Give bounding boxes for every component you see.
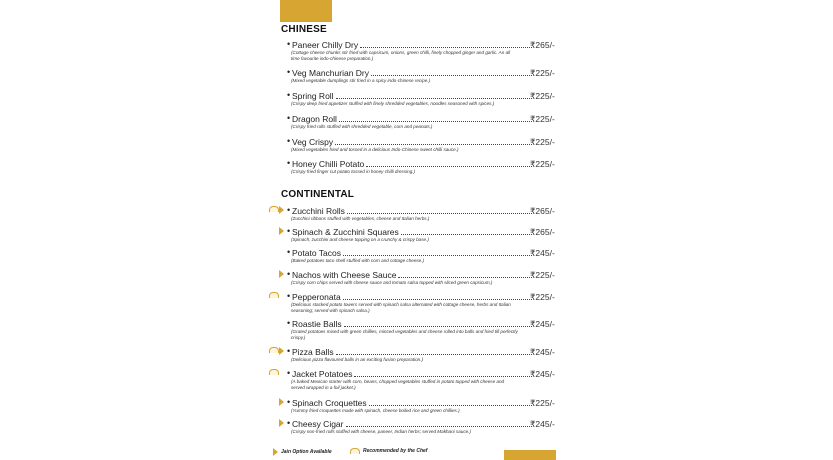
bullet-icon: • (287, 346, 291, 356)
item-name: Veg Manchurian Dry (292, 68, 370, 78)
item-description: (Grated potatoes mixed with green chillies, minced vegetables and cheese rolled into balls and fried till perfectly crispy.) (291, 329, 518, 340)
item-description: (Mixed vegetables fried and tossed in a delicious Indo-Chinese sweet chilli sauce.) (291, 147, 459, 152)
dotted-leader (360, 47, 532, 48)
item-name-row (292, 347, 534, 357)
bullet-icon: • (287, 269, 291, 279)
item-description: (Yummy fried croquettes made with spinach, cheese boiled rice and green chillies.) (291, 408, 460, 413)
item-name-row (292, 159, 534, 169)
bullet-icon: • (287, 136, 291, 146)
dotted-leader (354, 376, 532, 377)
item-description: (Crispy corn chips served with cheese sauce and tomato salsa topped with sliced green capsicum.) (291, 280, 493, 285)
legend-chef: Recommended by the Chef (350, 448, 427, 454)
bullet-icon: • (287, 39, 291, 49)
bullet-icon: • (287, 226, 291, 236)
item-name-row (292, 137, 534, 147)
item-price: ₹265/- (530, 227, 555, 237)
dotted-leader (343, 255, 532, 256)
item-price: ₹245/- (530, 369, 555, 379)
item-icons (268, 205, 291, 216)
item-icons (268, 67, 291, 78)
item-description: (Crispy deep fried appetizer stuffed with finely shredded vegetables, noodles seasoned with spices.) (291, 101, 495, 106)
chef-hat-icon (269, 369, 279, 375)
jain-icon (279, 270, 284, 278)
item-price: ₹245/- (530, 347, 555, 357)
dotted-leader (344, 326, 532, 327)
dotted-leader (347, 213, 532, 214)
item-icons (268, 158, 291, 169)
item-name-row (292, 91, 534, 101)
item-name: Roastie Balls (292, 319, 342, 329)
item-icons (268, 291, 291, 302)
item-price: ₹225/- (530, 68, 555, 78)
item-icons (268, 247, 291, 258)
item-name-row (292, 248, 534, 258)
dotted-leader (366, 166, 532, 167)
item-description: (Zucchini ribbons stuffed with vegetables, cheese and Italian herbs.) (291, 216, 430, 221)
dotted-leader (339, 121, 532, 122)
item-name-row (292, 398, 534, 408)
item-name: Honey Chilli Potato (292, 159, 365, 169)
bullet-icon: • (287, 418, 291, 428)
item-icons (268, 418, 291, 429)
item-description: (Mixed vegetable dumplings stir fried in a spicy indo-chinese recipe.) (291, 78, 431, 83)
item-icons (268, 318, 291, 329)
bullet-icon: • (287, 205, 291, 215)
bullet-icon: • (287, 67, 291, 77)
item-icons (268, 39, 291, 50)
chef-hat-icon (269, 292, 279, 298)
dotted-leader (336, 98, 532, 99)
dotted-leader (369, 405, 532, 406)
item-price: ₹225/- (530, 270, 555, 280)
item-price: ₹245/- (530, 419, 555, 429)
item-name: Dragon Roll (292, 114, 337, 124)
item-price: ₹225/- (530, 114, 555, 124)
item-name-row (292, 68, 534, 78)
item-icons (268, 226, 291, 237)
item-icons (268, 368, 291, 379)
dotted-leader (398, 277, 532, 278)
dotted-leader (346, 426, 533, 427)
bullet-icon: • (287, 90, 291, 100)
jain-icon (279, 227, 284, 235)
jain-icon (279, 206, 284, 214)
bullet-icon: • (287, 158, 291, 168)
dotted-leader (335, 144, 532, 145)
item-price: ₹225/- (530, 292, 555, 302)
item-name: Pizza Balls (292, 347, 334, 357)
item-name-row (292, 206, 534, 216)
item-description: (A baked Mexican starter with corn, beans, chopped vegetables stuffed in potato topped with cheese and served wrapped in a foil jacket.) (291, 379, 505, 390)
item-name: Zucchini Rolls (292, 206, 345, 216)
item-icons (268, 113, 291, 124)
item-name: Pepperonata (292, 292, 341, 302)
item-name: Paneer Chilly Dry (292, 40, 359, 50)
item-price: ₹225/- (530, 137, 555, 147)
bullet-icon: • (287, 113, 291, 123)
item-price: ₹245/- (530, 248, 555, 258)
item-name-row (292, 270, 534, 280)
item-icons (268, 269, 291, 280)
bottom-tab-decoration (504, 450, 556, 460)
item-description: (Spinach, zucchini and cheese topping on a crunchy & crispy base.) (291, 237, 429, 242)
item-icons (268, 397, 291, 408)
dotted-leader (401, 234, 532, 235)
item-description: (Baked potatoes taco shell stuffed with corn and cottage cheese.) (291, 258, 425, 263)
item-name-row (292, 319, 534, 329)
item-name: Spring Roll (292, 91, 334, 101)
item-description: (Crispy fried finger cut potato tossed in honey chilli dressing.) (291, 169, 416, 174)
bullet-icon: • (287, 247, 291, 257)
jain-icon (273, 448, 278, 456)
item-name: Jacket Potatoes (292, 369, 353, 379)
bullet-icon: • (287, 397, 291, 407)
item-price: ₹265/- (530, 40, 555, 50)
bullet-icon: • (287, 291, 291, 301)
item-name-row (292, 227, 534, 237)
item-name: Cheesy Cigar (292, 419, 344, 429)
item-name-row (292, 419, 534, 429)
item-description: (Crispy fried rolls stuffed with shredded vegetable, corn and peanuts.) (291, 124, 433, 129)
item-price: ₹265/- (530, 206, 555, 216)
section-title-chinese: CHINESE (281, 24, 327, 35)
item-name: Nachos with Cheese Sauce (292, 270, 397, 280)
chef-hat-icon (350, 448, 360, 454)
legend-jain: Jain Option Available (273, 448, 332, 456)
jain-icon (279, 347, 284, 355)
item-description: (Delicious stacked potato towers served with spinach salsa alternated with cottage cheese, herbs and Italian seasoning; served with spinach salsa.) (291, 302, 511, 313)
item-price: ₹225/- (530, 398, 555, 408)
bullet-icon: • (287, 318, 291, 328)
item-name: Spinach & Zucchini Squares (292, 227, 399, 237)
item-price: ₹225/- (530, 159, 555, 169)
item-name: Spinach Croquettes (292, 398, 367, 408)
item-price: ₹245/- (530, 319, 555, 329)
item-name-row (292, 369, 534, 379)
item-name: Potato Tacos (292, 248, 341, 258)
item-description: (Delicious pizza flavoured balls in an exciting fusion preparation.) (291, 357, 424, 362)
item-description: (Cottage cheese chunks stir fried with capsicum, onions, green chilli, finely chopped ginger and garlic. An all time favourite indo-chinese preparation.) (291, 50, 511, 61)
item-price: ₹225/- (530, 91, 555, 101)
bullet-icon: • (287, 368, 291, 378)
item-icons (268, 346, 291, 357)
item-icons (268, 136, 291, 147)
item-description: (Crispy non-fried rolls stuffed with cheese, paneer, Indian herbs; served Makhani sauce.) (291, 429, 472, 434)
chef-hat-icon (269, 347, 279, 353)
item-icons (268, 90, 291, 101)
dotted-leader (371, 75, 532, 76)
item-name-row (292, 40, 534, 50)
item-name-row (292, 292, 534, 302)
item-name-row (292, 114, 534, 124)
jain-icon (279, 398, 284, 406)
top-tab-decoration (280, 0, 332, 22)
jain-icon (279, 419, 284, 427)
section-title-continental: CONTINENTAL (281, 189, 355, 200)
dotted-leader (343, 299, 532, 300)
item-name: Veg Crispy (292, 137, 334, 147)
chef-hat-icon (269, 206, 279, 212)
dotted-leader (336, 354, 532, 355)
